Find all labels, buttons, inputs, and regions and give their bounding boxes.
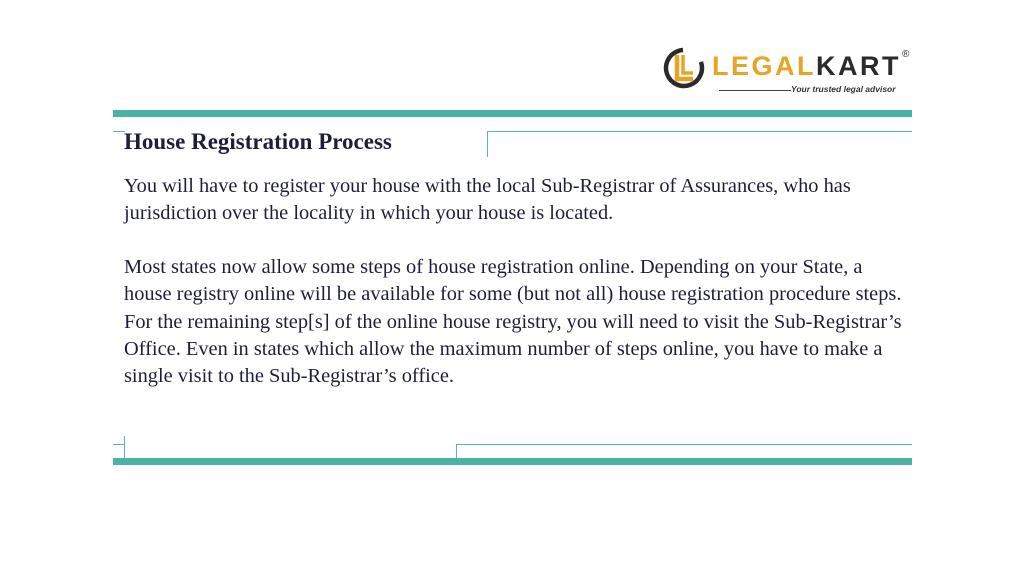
paragraph-2: Most states now allow some steps of house registration online. Depending on your State, a house registry online will be available for some (but not all) house registration procedure steps. For the remaining step[s] of the online house registry, you will need to visit the Sub-Registrar’s Office. Even in states which allow the maximum number of steps online, you have to make a single visit to the Sub-Registrar’s office.: [124, 255, 902, 388]
legalkart-logo: [662, 46, 916, 98]
page-title: House Registration Process: [124, 129, 392, 154]
logo-tagline: Your trusted legal advisor: [791, 84, 896, 94]
tagline-rule: [719, 90, 791, 91]
logo-wordmark: [712, 52, 901, 80]
registered-mark: ®: [902, 49, 910, 60]
top-frame-bar: [113, 110, 912, 117]
document-body: [124, 125, 914, 417]
text-box-left-edge: [124, 436, 125, 458]
text-box-right-edge: [456, 444, 457, 458]
paragraph-1: You will have to register your house with the local Sub-Registrar of Assurances, who has jurisdiction over the locality in which your house is located.: [124, 175, 851, 225]
legalkart-logo-icon: [662, 46, 706, 90]
logo-word-legal: LEGAL: [712, 51, 816, 81]
bottom-right-rule: [456, 444, 912, 445]
logo-word-kart: KART: [816, 51, 901, 81]
bottom-frame-bar: [113, 458, 912, 465]
